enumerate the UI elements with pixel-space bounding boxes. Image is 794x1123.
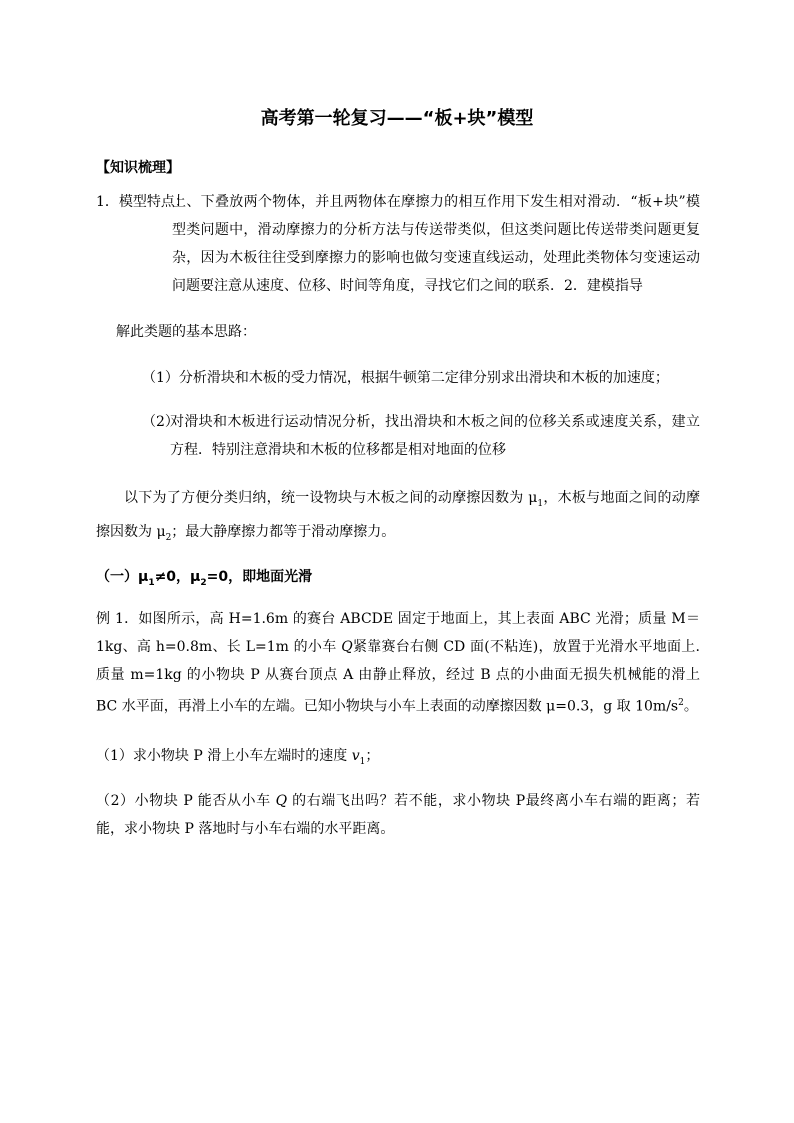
assumption-text-2: ，木板与地面之间的动摩擦因数为 μ [96, 490, 700, 540]
case-heading-text-3: =0，即地面光滑 [206, 569, 313, 585]
model-features-paragraph [96, 188, 700, 300]
case-heading-sub-1: 1 [148, 577, 155, 588]
example-1-text-2: 紧靠赛台右侧 CD 面(不粘连)，放置于光滑水平地面上.质量 m=1kg 的小物块 P 从赛台顶点 A 由静止释放，经过 B 点的小曲面无损失机械能的滑上 BC 水平面，再滑上小车的左端。已知小物块与小车上表面的动摩擦因数 μ=0.3，g 取 10m/s [96, 639, 700, 715]
question-2-q: Q [275, 793, 288, 809]
step-2-paragraph [142, 408, 700, 464]
question-2-text-1: （2）小物块 P 能否从小车 [96, 793, 276, 809]
approach-label: 解此类题的基本思路： [116, 324, 256, 340]
mu-subscript-1: 1 [537, 498, 544, 509]
assumption-paragraph [96, 484, 700, 552]
example-1-paragraph [96, 605, 700, 721]
case-heading-text-1: （一）μ [96, 569, 149, 585]
step-2-text: 对滑块和木板进行运动情况分析，找出滑块和木板之间的位移关系或速度关系，建立方程．特别注意滑块和木板的位移都是相对地面的位移 [170, 414, 700, 458]
mu-subscript-2: 2 [165, 532, 172, 543]
question-2 [96, 787, 700, 843]
question-2-text-2: 的右端飞出吗？若不能，求小物块 P最终离小车右端的距离；若能，求小物块 P 落地时与小车右端的水平距离。 [96, 793, 700, 837]
example-1-superscript: 2 [678, 698, 684, 708]
section-heading: 【知识梳理】 [96, 160, 180, 176]
model-features-label: 1．模型特点： [96, 194, 189, 210]
case-heading [96, 566, 312, 588]
assumption-text-1: 以下为了方便分类归纳，统一设物块与木板之间的动摩擦因数为 μ [124, 490, 538, 506]
question-1-sub: 1 [359, 756, 366, 767]
example-1-text-3: 。 [683, 698, 698, 715]
question-1-text-1: （1）求小物块 P 滑上小车左端时的速度 [96, 748, 352, 764]
assumption-text-3: ；最大静摩擦力都等于滑动摩擦力。 [171, 523, 396, 540]
question-1-v: v [351, 748, 360, 764]
model-features-text: 上、下叠放两个物体，并且两物体在摩擦力的相互作用下发生相对滑动．“板+块”模型类问题中，滑动摩擦力的分析方法与传送带类似，但这类问题比传送带类问题更复杂，因为木板往往受到摩擦力的影响也做匀变速直线运动，处理此类物体匀变速运动问题要注意从速度、位移、时间等角度，寻找它们之间的联系．2．建模指导 [172, 194, 700, 294]
question-1-text-2: ； [365, 748, 380, 764]
page-title: 高考第一轮复习——“板+块”模型 [260, 108, 534, 129]
step-1: （1）分析滑块和木板的受力情况，根据牛顿第二定律分别求出滑块和木板的加速度； [142, 370, 669, 386]
step-2-number: （2） [142, 414, 179, 430]
case-heading-sub-2: 2 [200, 577, 207, 588]
question-1 [96, 742, 379, 776]
example-1-q: Q [341, 639, 353, 655]
case-heading-text-2: ≠0，μ [154, 569, 201, 585]
example-1-text-1: 例 1．如图所示，高 H=1.6m 的赛台 ABCDE 固定于地面上，其上表面 ABC 光滑；质量 M＝1kg、高 h=0.8m、长 L=1m 的小车 [96, 611, 700, 655]
